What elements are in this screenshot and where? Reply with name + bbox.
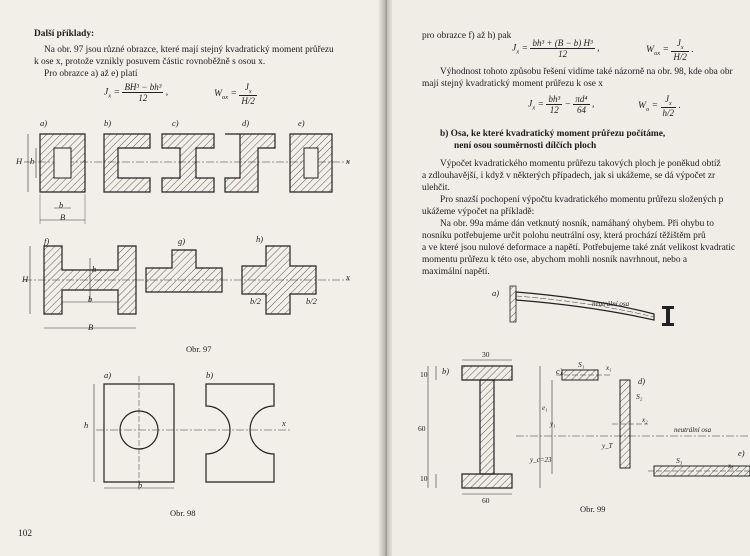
right-page [392, 0, 750, 556]
paragraph-line: Na obr. 97 jsou různé obrazce, které mají stejný kvadratický moment průřezu [44, 45, 334, 55]
axis-x: x [346, 156, 350, 166]
dim-b2: b/2 [250, 296, 261, 306]
fig99-label-e: e) [738, 448, 745, 458]
fig98-dim-b: b [138, 480, 143, 490]
fig99-x1: x₁ [606, 364, 612, 372]
figure-98 [0, 356, 386, 506]
fig97-label-h: h) [256, 234, 264, 244]
paragraph-line: ukážeme výpočet na příkladě: [422, 207, 535, 217]
section-heading: b) Osa, ke které kvadratický moment průřezu počítáme, [440, 129, 666, 139]
paragraph-line: momentu průřezu k této ose, abychom mohli nosník navrhnout, nebo a [422, 255, 688, 265]
fig97-label-d: d) [242, 118, 250, 128]
figure-97 [0, 110, 386, 340]
fig99-dim-10b: 10 [420, 474, 428, 483]
paragraph-line: a ve které jsou nulové deformace a napětí. Potřebujeme také znát velikost kvadratic [422, 243, 736, 253]
section-heading: není osou souměrnosti dílčích ploch [454, 141, 597, 151]
paragraph-line: mají stejný kvadratický moment průřezu k ose x [422, 79, 603, 89]
dim-h-f: h [92, 264, 97, 274]
dim-H: H [16, 156, 23, 166]
paragraph-line: Na obr. 99a máme dán vetknutý nosník, namáhaný ohybem. Při ohybu to [440, 219, 714, 229]
fig99-label-a: a) [492, 288, 500, 298]
dim-B: B [60, 212, 66, 222]
formula-wox: $W_{ox}$ = $\frac{J_x}{H/2}$ [214, 82, 255, 106]
paragraph-line: Výpočet kvadratického momentu průřezu takových ploch je poněkud obtíž [440, 159, 721, 169]
fig97-label-f: f) [44, 236, 50, 246]
fig99-dim-10a: 10 [420, 370, 428, 379]
heading: Další příklady: [34, 29, 95, 39]
paragraph-line: pro obrazce f) až h) pak [422, 31, 512, 41]
formula-jx-3: $J_x$ = $\frac{\text{bh³}}{12}$ − $\frac{\text{πd⁴}}{64}$ , [528, 94, 595, 115]
dim-B-f: B [88, 322, 94, 332]
paragraph-line: Pro snazší pochopení výpočtu kvadratického momentu průřezu složených p [440, 195, 724, 205]
fig97-label-a: a) [40, 118, 48, 128]
paragraph-line: ulehčit. [422, 183, 450, 193]
fig99-yT: y_T [602, 442, 613, 450]
fig97-caption: Obr. 97 [186, 344, 212, 354]
paragraph-line: a zdlouhavější, i když v některých případech, jak si ukážeme, se dá výpočet zr [422, 171, 716, 181]
dim-H-f: H [22, 274, 29, 284]
fig99-y: y₁ [550, 420, 556, 428]
axis-x-2: x [346, 272, 350, 282]
formula-jx-2: $J_x$ = $\frac{\text{bh³ + (B − b) H³}}{12}$ , [512, 38, 600, 59]
fig97-label-e: e) [298, 118, 305, 128]
figure-99a-beam [392, 280, 750, 360]
fig97-label-b: b) [104, 118, 112, 128]
fig99-label-d: d) [638, 376, 646, 386]
dim-b: b [59, 200, 64, 210]
fig99-S3: S₃ [676, 456, 683, 465]
fig98-axis-x: x [282, 418, 286, 428]
fig99-S1: S₁ [578, 360, 585, 369]
paragraph-line: Pro obrazce a) až e) platí [44, 69, 138, 79]
fig99-e: e₁ [542, 404, 548, 412]
fig99-yc: y_c=23 [530, 456, 552, 464]
fig99-dim-60: 60 [482, 496, 490, 505]
paragraph-line: k ose x, protože vznikly posuvem částic rovnoběžně s osou x. [34, 57, 266, 67]
dim-b2-2: b/2 [306, 296, 317, 306]
page-number: 102 [18, 529, 33, 539]
fig98-label-b: b) [206, 370, 214, 380]
paragraph-line: Výhodnost tohoto způsobu řešení vidíme také názorně na obr. 98, kde oba obr [440, 67, 733, 77]
fig99-dim-30: 30 [482, 350, 490, 359]
fig98-caption: Obr. 98 [170, 508, 196, 518]
paragraph-line: maximální napětí. [422, 267, 490, 277]
paragraph-line: nosníku potřebujeme určit polohu neutrální osy, která prochází těžištěm prů [422, 231, 706, 241]
fig99-x3: x₃ [728, 462, 734, 470]
fig97-label-g: g) [178, 236, 186, 246]
fig99-dim-60b: 60 [418, 424, 426, 433]
dim-h: h [30, 156, 35, 166]
fig99-caption: Obr. 99 [580, 504, 606, 514]
fig99-neutral-axis-2: neutrální osa [674, 426, 712, 434]
dim-b-f: b [88, 294, 93, 304]
formula-wo-3: $W_o$ = $\frac{J_x}{h/2}$ . [638, 94, 681, 118]
fig97-label-c: c) [172, 118, 179, 128]
fig98-dim-h: h [84, 420, 89, 430]
formula-wox-2: $W_{ox}$ = $\frac{J_x}{H/2}$ . [646, 38, 694, 62]
fig98-label-a: a) [104, 370, 112, 380]
fig99-label-b: b) [442, 366, 450, 376]
formula-jx: $J_x$ = $\frac{\text{BH³ − bh³}}{12}$ , [104, 82, 169, 103]
fig99-label-c: c) [556, 366, 563, 376]
fig99-S2: S₂ [636, 392, 643, 401]
fig99-x2: x₂ [642, 416, 648, 424]
fig99-neutral-axis: neutrální osa [592, 300, 630, 308]
